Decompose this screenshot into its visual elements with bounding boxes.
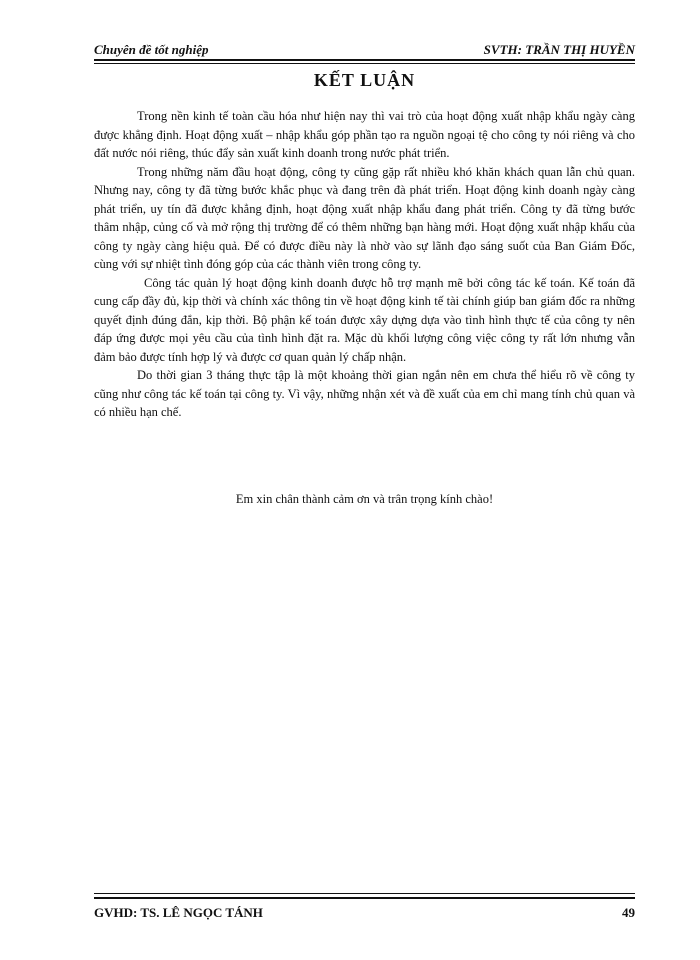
header-document-type: Chuyên đề tốt nghiệp bbox=[94, 42, 209, 57]
page-header bbox=[94, 42, 635, 60]
page-footer bbox=[94, 905, 635, 923]
paragraph-2: Trong những năm đầu hoạt động, công ty cũng gặp rất nhiều khó khăn khách quan lẫn chủ quan. Nhưng nay, công ty đã từng bước khắc phục và đang trên đà phát triển. Hoạt động kinh doanh ngày càng phát triển, uy tín đã được khẳng định, hoạt động xuất nhập khẩu đang phát triển. Công ty đã từng bước thâm nhập, củng cố và mở rộng thị trường để có thêm những bạn hàng mới. Hoạt động xuất nhập khẩu của công ty ngày càng hiệu quả. Để có được điều này là nhờ vào sự lãnh đạo sáng suốt của Ban Giám Đốc, cùng với sự nhiệt tình đóng góp của các thành viên trong công ty. bbox=[94, 164, 635, 271]
footer-supervisor: GVHD: TS. LÊ NGỌC TÁNH bbox=[94, 905, 263, 920]
page-title: KẾT LUẬN bbox=[313, 70, 416, 90]
closing-line: Em xin chân thành cảm ơn và trân trọng kính chào! bbox=[235, 492, 494, 506]
footer-divider-thick bbox=[94, 897, 635, 899]
footer-divider-thin bbox=[94, 893, 635, 894]
header-student-name: SVTH: TRẦN THỊ HUYỀN bbox=[483, 42, 635, 57]
body-text bbox=[94, 107, 635, 422]
paragraph-1: Trong nền kinh tế toàn cầu hóa như hiện nay thì vai trò của hoạt động xuất nhập khẩu ngày càng được khẳng định. Hoạt động xuất – nhập khẩu góp phần tạo ra nguồn ngoại tệ cho công ty nói riêng và cho đất nước nói riêng, thúc đẩy sản xuất kinh doanh trong nước phát triển. bbox=[94, 109, 635, 160]
paragraph-3: Công tác quản lý hoạt động kinh doanh được hỗ trợ mạnh mẽ bởi công tác kế toán. Kế toán đã cung cấp đầy đủ, kịp thời và chính xác thông tin về hoạt động kinh tế tài chính giúp ban giám đốc ra những quyết định đúng đắn, kịp thời. Bộ phận kế toán được xây dựng dựa vào tình hình thực tế của công ty nên đáp ứng được mọi yêu cầu của tình hình đặt ra. Mặc dù khối lượng công việc công ty rất lớn nhưng vẫn đảm bảo được tính hợp lý và được cơ quan quản lý chấp nhận. bbox=[94, 275, 635, 364]
header-divider-thin bbox=[94, 63, 635, 64]
header-divider-thick bbox=[94, 59, 635, 61]
page-number: 49 bbox=[622, 905, 635, 920]
paragraph-4: Do thời gian 3 tháng thực tập là một khoảng thời gian ngắn nên em chưa thể hiểu rõ về công ty cũng như công tác kế toán tại công ty. Vì vậy, những nhận xét và đề xuất của em chỉ mang tính chủ quan và có nhiều hạn chế. bbox=[94, 368, 635, 419]
